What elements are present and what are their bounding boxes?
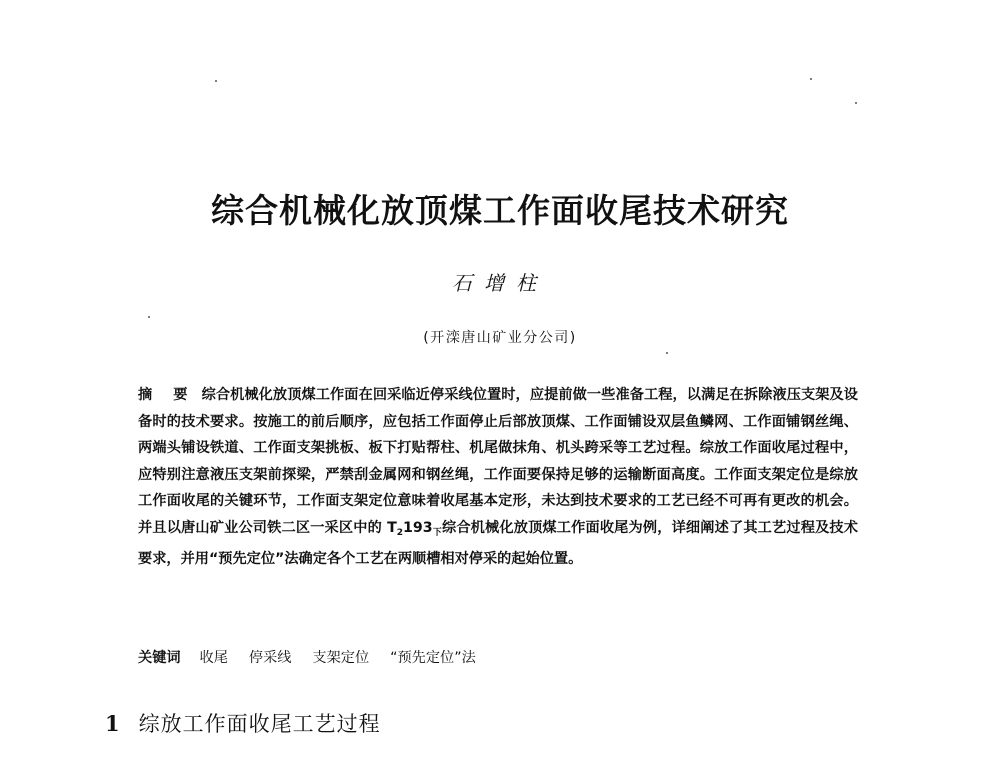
keywords-label: 关键词 xyxy=(138,650,181,666)
keyword-item: 支架定位 xyxy=(312,650,370,666)
keyword-item: 收尾 xyxy=(199,650,228,666)
abstract-text: 综合机械化放顶煤工作面收尾为例，详细阐述了其工艺过程及技术要求，并用“预先定位”法确定各个工艺在两顺槽相对停采的起始位置。 xyxy=(138,519,858,567)
keyword-item: “预先定位”法 xyxy=(390,650,476,666)
scan-speck xyxy=(215,80,217,82)
scan-speck xyxy=(148,316,150,318)
abstract-text: 193 xyxy=(403,519,433,536)
abstract-label: 摘 要 xyxy=(138,387,196,403)
keywords xyxy=(138,645,858,671)
scan-speck xyxy=(855,102,857,104)
section-title: 综放工作面收尾工艺过程 xyxy=(138,712,381,736)
author-name: 石增柱 xyxy=(452,271,548,295)
author-affiliation: (开滦唐山矿业分公司) xyxy=(423,330,577,346)
abstract-subscript: 下 xyxy=(432,527,442,538)
abstract-text: 综合机械化放顶煤工作面在回采临近停采线位置时，应提前做一些准备工程，以满足在拆除液压支架及设备时的技术要求。按施工的前后顺序，应包括工作面停止后部放顶煤、工作面铺设双层鱼鳞网、工作面铺钢丝绳、两端头铺设铁道、工作面支架挑板、板下打贴帮柱、机尾做抹角、机头跨采等工艺过程。综放工作面收尾过程中，应特别注意液压支架前探梁，严禁刮金属网和钢丝绳，工作面要保持足够的运输断面高度。工作面支架定位是综放工作面收尾的关键环节，工作面支架定位意味着收尾基本定形，未达到技术要求的工艺已经不可再有更改的机会。并且以唐山矿业公司铁二区一采区中的 T xyxy=(138,387,858,536)
scan-speck xyxy=(666,352,668,354)
keyword-item: 停采线 xyxy=(248,650,292,666)
section-number: 1 xyxy=(105,711,121,736)
abstract xyxy=(138,382,858,573)
paper-title: 综合机械化放顶煤工作面收尾技术研究 xyxy=(211,191,789,230)
abstract-subscript: 2 xyxy=(396,527,404,538)
scan-speck xyxy=(810,78,812,80)
section-heading xyxy=(105,708,381,740)
